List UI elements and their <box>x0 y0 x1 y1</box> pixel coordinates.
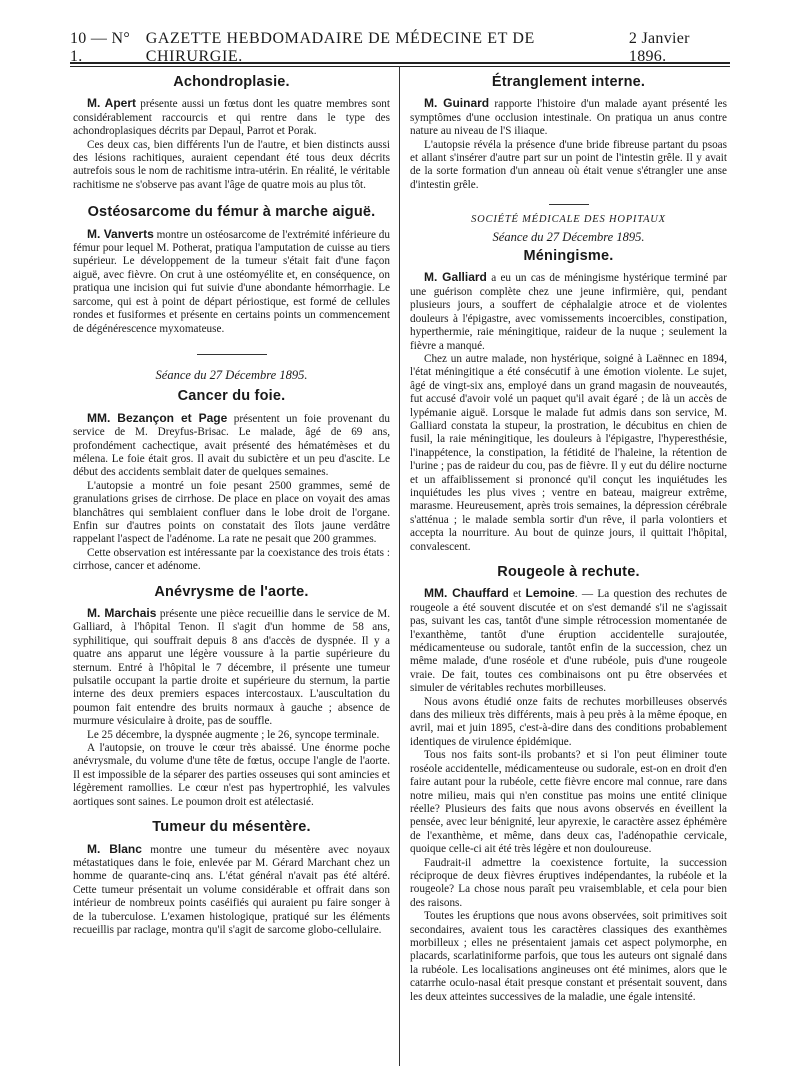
section-separator <box>549 204 589 205</box>
paragraph: L'autopsie révéla la présence d'une bride fibreuse partant du psoas et allant s'insérer d'autre part sur un point de l'intestin grêle. Il y avait de la sorte formation d'un anneau où était venue s'étrangler une anse d'intestin grêle. <box>410 138 727 191</box>
paragraph: Nous avons étudié onze faits de rechutes morbilleuses observés dans des milieux très différents, mais à peu près à la même époque, en avril, mai et juin 1895, c'est-à-dire dans des conditions probablement identiques de virulence épidémique. <box>410 695 727 748</box>
section-title-mesentere: Tumeur du mésentère. <box>152 819 311 836</box>
author-name: M. Vanverts <box>87 226 154 241</box>
seance-date: Séance du 27 Décembre 1895. <box>155 367 308 382</box>
paragraph-text: montre une tumeur du mésentère avec noyaux métastatiques dans le foie, enlevée par M. Gérard Marchant chez un homme de quarante-cinq ans. L'état général n'avait pas été altéré. Cette tumeur présentait un volume considérable et offrait dans son intérieur de nombreux points caséifiés qui auraient pu faire songer à de la tuberculose. L'examen histologique, pratiqué sur les éléments recueillis par raclage, montra qu'il s'agit de sarcome globo-cellulaire. <box>73 843 390 936</box>
paragraph: Le 25 décembre, la dyspnée augmente ; le 26, syncope terminale. <box>87 728 380 741</box>
paragraph: Faudrait-il admettre la coexistence fortuite, la succession réciproque de deux fièvres éruptives indépendantes, la rubéole et la rougeole? La chose nous paraît peu vraisemblable, et cela pour bien des raisons. <box>410 856 727 909</box>
paragraph: Cette observation est intéressante par la coexistance des trois états : cirrhose, cancer et adénome. <box>73 546 390 573</box>
author-name: Lemoine <box>525 586 575 601</box>
paragraph <box>410 97 727 138</box>
paragraph-text: présente une pièce recueillie dans le service de M. Galliard, à l'hôpital Tenon. Il s'agit d'un homme de 58 ans, syphilitique, qui souffrait depuis 8 ans d'accès de dyspnée. Il y a quatre ans apparut une légère voussure à la partie supérieure du sternum. Entré à l'hôpital le 7 décembre, il présente une tumeur pulsatile occupant la partie droite et supérieure du sternum, la partie interne des deux premiers espaces intercostaux. L'auscultation du poumon fait entendre des bruits normaux à gauche ; absence de murmure vésiculaire à droite, pas de souffle. <box>73 608 390 728</box>
paragraph <box>410 271 727 352</box>
paragraph <box>73 412 390 480</box>
section-title-osteosarcome: Ostéosarcome du fémur à marche aiguë. <box>87 204 376 221</box>
paragraph-text: présentent un foie provenant du service de M. Dreyfus-Brisac. Le malade, âgé de 69 ans, profondément cachectique, avait présenté des hématémèses et du mélena. Le foie était gros. Il avait du subictère et un peu d'ascite. Le début des accidents semblait dater de quelques semaines. <box>73 412 390 479</box>
paragraph <box>73 228 390 336</box>
paragraph-text: rapporte l'histoire d'un malade ayant présenté les symptômes d'une occlusion intestinale. On pratiqua un anus contre nature au niveau de l'S iliaque. <box>410 98 727 138</box>
author-name: MM. Bezançon et Page <box>87 410 228 425</box>
section-title-rougeole: Rougeole à rechute. <box>497 564 640 580</box>
author-name: M. Apert <box>87 96 137 111</box>
paragraph <box>73 843 390 938</box>
paragraph-text: a eu un cas de méningisme hystérique terminé par une guérison complète chez une jeune infirmière, qui, pendant plusieurs jours, a souffert de céphalalgie atroce et de violentes douleurs à l'épigastre, avec vomissements incoercibles, constipation, hyperthermie, raie méningitique, raideur de la nuque ; seulement la fièvre a manqué. <box>410 272 727 352</box>
header-rule <box>70 62 730 67</box>
paragraph: L'autopsie a montré un foie pesant 2500 grammes, semé de granulations grises de cirrhose. De place en place on voyait des amas blanchâtres qui semblaient confluer dans le lobe droit de l'organe. Enfin sur d'autres points on constatait des îlots jaune verdâtre rappelant l'aspect de l'adénome. La rate ne pesait que 200 grammes. <box>73 479 390 546</box>
journal-title: GAZETTE HEBDOMADAIRE DE MÉDECINE ET DE CHIRURGIE. <box>145 30 535 65</box>
seance-date: Séance du 27 Décembre 1895. <box>492 229 645 244</box>
masthead <box>70 30 730 65</box>
paragraph: Ces deux cas, bien différents l'un de l'autre, et bien distincts aussi des lésions rachitiques, auraient cependant été tous deux décrits autrefois sous le nom de rachitisme intra-utérin. En réalité, le véritable rachitisme ne s'observe pas avant l'âge de quatre mois au plus tôt. <box>73 138 390 191</box>
paragraph <box>73 97 390 138</box>
author-name: M. Blanc <box>87 841 142 856</box>
section-title-cancer-foie: Cancer du foie. <box>177 388 286 405</box>
section-title-achondroplasie: Achondroplasie. <box>173 74 290 90</box>
author-name: M. Marchais <box>87 606 157 620</box>
section-separator <box>197 354 267 355</box>
right-column <box>410 68 727 1073</box>
paragraph: Tous nos faits sont-ils probants? et si l'on peut éliminer toute roséole accidentelle, médicamenteuse ou sudorale, est-on en droit d'en faire autant pour la rubéole, cette fièvre encore mal connue, rare dans notre milieu, mais qui n'en constitue pas moins une entité clinique réelle? Plusieurs des faits que nous avons observés en éveillent la pensée, avec leur bénignité, leur apyrexie, le caractère assez éphémère de l'exanthème, et même, dans deux cas, l'adénopathie cervicale, quoique celle-ci ait été très légère et non douloureuse. <box>410 749 727 856</box>
paragraph-text: . — La question des rechutes de rougeole a été souvent discutée et on s'est demandé s'il ne s'agissait pas, suivant les cas, tantôt d'une simple rétrocession momentanée de l'exanthème, tantôt d'une éruption accidentelle surajoutée, médicamenteuse ou sudorale, tantôt enfin de la succession, chez un même malade, d'une roséole et d'une rubéole, puis d'une rougeole vraie. De fait, toutes ces combinaisons ont pu être observées et simuler de véritables rechutes morbilleuses. <box>410 588 727 695</box>
section-title-anevrysme: Anévrysme de l'aorte. <box>154 583 309 600</box>
paragraph: Chez un autre malade, non hystérique, soigné à Laënnec en 1894, l'état méningitique a été consécutif à une émotion violente. Le sujet, âgé de vingt-six ans, employé dans un grand magasin de nouveautés, fut accusé d'avoir volé un paquet qu'il avait égaré ; de là un accès de lypémanie aiguë. Lorsque le malade fut admis dans son service, M. Galliard constata la stupeur, la prostration, le décubitus en chien de fusil, la raie méningitique, les douleurs à l'épigastre, l'hyperesthésie, l'inappétence, la constipation, la fétidité de l'haleine, la rétention de l'urine ; pas de raideur du cou, pas de fièvre. Il y eut du délire nocturne et un affaiblissement si prononcé qu'il conçut les inquiétudes les inquiétudes les plus vives ; ventre en bateau, maigreur extrême, marasme. Heureusement, après trois semaines, la dépression cérébrale s'atténua ; le malade sembla sortir d'un rêve, il parla volontiers et accepta la nourriture. Au bout de quinze jours, il quittait l'hôpital, convalescent. <box>410 352 727 553</box>
author-name: MM. Chauffard <box>424 586 509 601</box>
section-title-etranglement: Étranglement interne. <box>491 74 646 90</box>
paragraph-text: montre un ostéosarcome de l'extrémité inférieure du fémur pour lequel M. Potherat, pratiqua l'amputation de cuisse au tiers supérieur. Le développement de la tumeur s'était fait d'une façon aiguë, avec fièvre. On crut à une ostéomyélite et, en conséquence, on pratiqua une incision qui fut suivie d'une abondante hémorrhagie. Le sarcome, qui est à point de départ périostique, est formé de cellules rondes et fusiformes et présente en certains points un commencement de dégénérescence myxomateuse. <box>73 228 390 335</box>
page-number: 10 — N° 1. <box>70 30 131 65</box>
author-name: M. Guinard <box>424 96 490 111</box>
issue-date: 2 Janvier 1896. <box>628 30 690 65</box>
left-column <box>73 68 390 1073</box>
column-divider <box>399 66 400 1066</box>
author-name: M. Galliard <box>424 270 487 285</box>
paragraph <box>73 607 390 729</box>
paragraph: A l'autopsie, on trouve le cœur très abaissé. Une énorme poche anévrysmale, du volume d'une tête de fœtus, occupe l'angle de l'aorte. Il est impossible de la séparer des parties osseuses qui sont amincies et légèrement ramollies. Le cœur n'est pas hypertrophié, les valvules aortiques sont saines. Le poumon droit est atélectasié. <box>73 742 390 808</box>
society-name: SOCIÉTÉ MÉDICALE DES HOPITAUX <box>471 214 666 226</box>
paragraph: Toutes les éruptions que nous avons observées, soit primitives soit secondaires, avaient tous les caractères classiques des exanthèmes morbilleux ; elles ne présentaient jamais cet aspect polymorphe, en placards, scarlatiniforme parfois, que tous les auteurs ont signalé dans la rubéole. Les localisations angineuses ont été minimes, alors que le catarrhe oculo-nasal était presque constant et présentait souvent, dans les deux atteintes successives de la maladie, une égale intensité. <box>410 910 727 1003</box>
paragraph-text: présente aussi un fœtus dont les quatre membres sont considérablement raccourcis et qui rentre dans le type des achondroplasiques décrits par Depaul, Parrot et Porak. <box>73 98 390 138</box>
paragraph <box>410 587 727 695</box>
conjunction: et <box>508 588 526 601</box>
section-title-meningisme: Méningisme. <box>523 248 614 265</box>
